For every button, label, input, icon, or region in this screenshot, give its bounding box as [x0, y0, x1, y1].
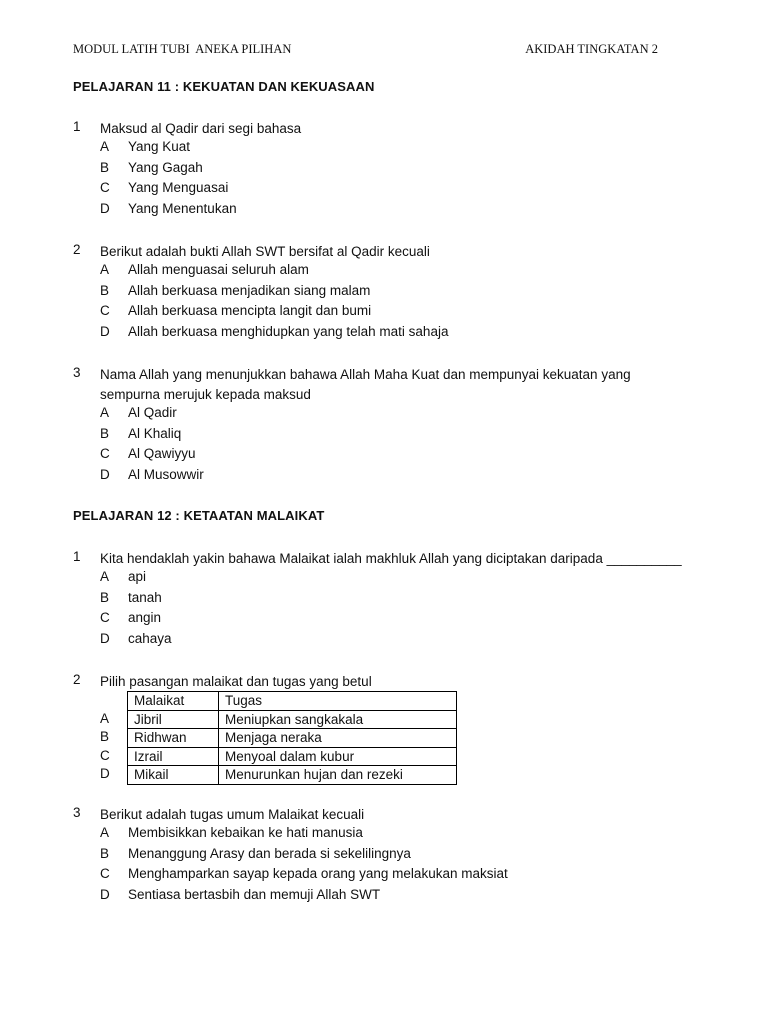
option-letter: A: [100, 405, 110, 420]
option-text: Allah berkuasa menjadikan siang malam: [128, 283, 371, 298]
question-stem: Kita hendaklah yakin bahawa Malaikat ialah makhluk Allah yang diciptakan daripada __________: [100, 551, 682, 566]
option-text: Al Qadir: [128, 405, 177, 420]
option-letter: B: [100, 729, 110, 744]
option-text: Yang Menguasai: [128, 180, 229, 195]
lesson-title: PELAJARAN 11 : KEKUATAN DAN KEKUASAAN: [73, 79, 375, 94]
cell-malaikat: Izrail: [128, 747, 219, 766]
question: [73, 119, 713, 219]
option-letter: B: [100, 160, 110, 175]
table-row: [128, 766, 457, 785]
question-number: 1: [73, 549, 81, 564]
option-text: Yang Menentukan: [128, 201, 237, 216]
table-row: [128, 729, 457, 748]
option-letter: A: [100, 262, 110, 277]
option-text: Allah menguasai seluruh alam: [128, 262, 309, 277]
option-letter: C: [100, 610, 110, 625]
option-text: Sentiasa bertasbih dan memuji Allah SWT: [128, 887, 381, 902]
option-letter: B: [100, 590, 110, 605]
option-text: Al Qawiyyu: [128, 446, 196, 461]
option-letter: D: [100, 467, 110, 482]
option-letter: C: [100, 180, 110, 195]
option-text: Allah berkuasa mencipta langit dan bumi: [128, 303, 372, 318]
page-header: [73, 42, 658, 60]
option-letter: C: [100, 866, 110, 881]
option-letter: A: [100, 139, 110, 154]
option-text: Al Musowwir: [128, 467, 204, 482]
cell-malaikat: Mikail: [128, 766, 219, 785]
question: [73, 672, 713, 692]
lesson-title: PELAJARAN 12 : KETAATAN MALAIKAT: [73, 508, 325, 523]
question-stem: Berikut adalah tugas umum Malaikat kecuali: [100, 807, 365, 822]
option-text: Membisikkan kebaikan ke hati manusia: [128, 825, 363, 840]
question-number: 2: [73, 672, 81, 687]
cell-tugas: Menyoal dalam kubur: [219, 747, 457, 766]
question: [73, 805, 713, 905]
option-letter: C: [100, 446, 110, 461]
cell-malaikat: Ridhwan: [128, 729, 219, 748]
question: [73, 242, 713, 342]
option-letter: D: [100, 766, 110, 781]
question-number: 1: [73, 119, 81, 134]
option-letter: B: [100, 846, 110, 861]
option-letter: B: [100, 426, 110, 441]
table-header-row: [128, 692, 457, 711]
question-stem: Maksud al Qadir dari segi bahasa: [100, 121, 302, 136]
option-letter: D: [100, 631, 110, 646]
question-number: 2: [73, 242, 81, 257]
option-text: tanah: [128, 590, 162, 605]
option-letter: A: [100, 825, 110, 840]
cell-malaikat: Jibril: [128, 710, 219, 729]
option-text: api: [128, 569, 147, 584]
question-stem: Berikut adalah bukti Allah SWT bersifat al Qadir kecuali: [100, 244, 430, 259]
table-row: [128, 710, 457, 729]
malaikat-tugas-table: [127, 691, 457, 785]
option-text: Menanggung Arasy dan berada si sekelilingnya: [128, 846, 411, 861]
option-text: Menghamparkan sayap kepada orang yang melakukan maksiat: [128, 866, 508, 881]
table-row: [128, 747, 457, 766]
option-letter: D: [100, 887, 110, 902]
question: [73, 365, 713, 485]
header-module-title: MODUL LATIH TUBI ANEKA PILIHAN: [73, 42, 292, 56]
option-text: cahaya: [128, 631, 172, 646]
option-letter: D: [100, 324, 110, 339]
question-number: 3: [73, 365, 81, 380]
column-header-tugas: Tugas: [219, 692, 457, 711]
column-header-malaikat: Malaikat: [128, 692, 219, 711]
header-subject: AKIDAH TINGKATAN 2: [525, 42, 658, 56]
option-letter: B: [100, 283, 110, 298]
question-stem: Nama Allah yang menunjukkan bahawa Allah Maha Kuat dan mempunyai kekuatan yang sempurna merujuk kepada maksud: [100, 367, 631, 402]
question: [73, 549, 713, 649]
option-letter: C: [100, 303, 110, 318]
option-letter: D: [100, 201, 110, 216]
option-letter: A: [100, 711, 110, 726]
option-letter: A: [100, 569, 110, 584]
cell-tugas: Menurunkan hujan dan rezeki: [219, 766, 457, 785]
cell-tugas: Meniupkan sangkakala: [219, 710, 457, 729]
option-letter: C: [100, 748, 110, 763]
question-number: 3: [73, 805, 81, 820]
option-text: Yang Kuat: [128, 139, 191, 154]
option-text: Yang Gagah: [128, 160, 203, 175]
question-stem: Pilih pasangan malaikat dan tugas yang betul: [100, 674, 372, 689]
option-text: angin: [128, 610, 162, 625]
option-text: Al Khaliq: [128, 426, 182, 441]
option-text: Allah berkuasa menghidupkan yang telah mati sahaja: [128, 324, 449, 339]
cell-tugas: Menjaga neraka: [219, 729, 457, 748]
